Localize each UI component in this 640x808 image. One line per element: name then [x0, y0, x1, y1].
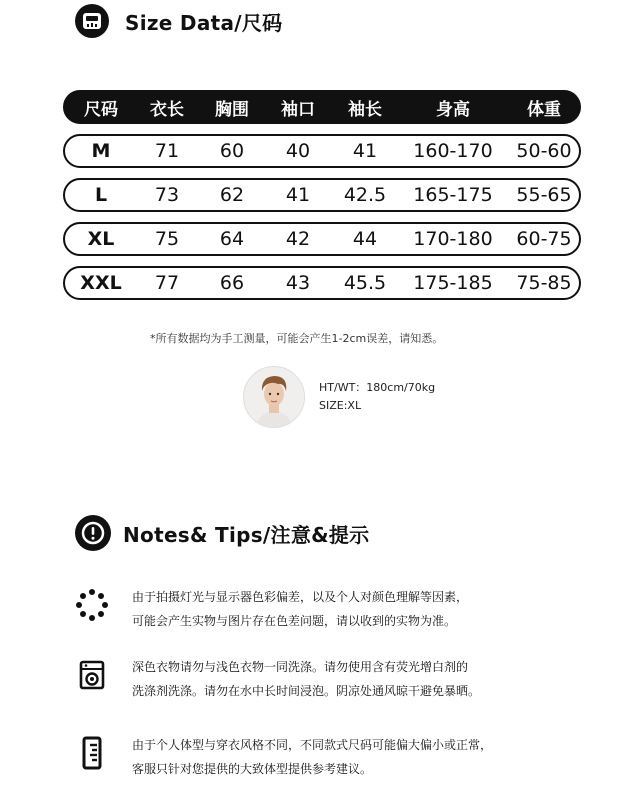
header-height: 身高	[436, 99, 470, 120]
measurement-footnote: *所有数据均为手工测量，可能会产生1-2cm误差，请知悉。	[150, 332, 444, 345]
tip-line: 由于拍摄灯光与显示器色彩偏差，以及个人对颜色理解等因素，	[132, 590, 469, 604]
tip-line: 深色衣物请勿与浅色衣物一同洗涤。请勿使用含有荧光增白剂的	[132, 660, 469, 674]
table-cell: 42.5	[343, 184, 387, 206]
table-cell: L	[94, 184, 108, 206]
table-cell: 40	[285, 140, 311, 162]
size-table	[63, 90, 581, 310]
table-cell: 60-75	[516, 228, 572, 250]
table-row	[63, 266, 581, 300]
table-cell: 41	[352, 140, 378, 162]
table-cell: XL	[87, 228, 115, 250]
header-length: 衣长	[150, 99, 184, 120]
ruler-icon	[72, 733, 112, 773]
size-section-header	[75, 4, 283, 38]
header-weight: 体重	[527, 99, 561, 120]
tip-line: 客服只针对您提供的大致体型提供参考建议。	[132, 762, 373, 776]
table-cell: 165-175	[413, 184, 493, 206]
tip-size-advice	[72, 733, 552, 781]
color-dots-icon	[72, 585, 112, 625]
tip-line: 洗涤剂洗涤。请勿在水中长时间浸泡。阴凉处通风晾干避免暴晒。	[132, 684, 481, 698]
table-row	[63, 134, 581, 168]
table-cell: 45.5	[343, 272, 387, 294]
table-row	[63, 222, 581, 256]
table-cell: 42	[285, 228, 311, 250]
table-cell: 60	[219, 140, 245, 162]
table-cell: 75-85	[516, 272, 572, 294]
size-section-title: Size Data/尺码	[125, 10, 283, 35]
header-chest: 胸围	[215, 99, 249, 120]
table-cell: 73	[154, 184, 180, 206]
table-cell: 44	[352, 228, 378, 250]
table-cell: 75	[154, 228, 180, 250]
table-cell: 71	[154, 140, 180, 162]
table-cell: 64	[219, 228, 245, 250]
table-cell: XXL	[80, 272, 122, 294]
table-cell: 170-180	[413, 228, 493, 250]
table-cell: 55-65	[516, 184, 572, 206]
tip-line: 由于个人体型与穿衣风格不同，不同款式尺码可能偏大偏小或正常，	[132, 738, 493, 752]
tip-washing	[72, 655, 552, 703]
table-cell: 77	[154, 272, 180, 294]
table-cell: 175-185	[413, 272, 493, 294]
table-cell: 41	[285, 184, 311, 206]
table-cell: 43	[285, 272, 311, 294]
table-cell: 66	[219, 272, 245, 294]
scale-icon	[75, 4, 109, 38]
avatar	[243, 366, 305, 428]
table-row	[63, 178, 581, 212]
model-height-weight: HT/WT：180cm/70kg	[319, 381, 436, 394]
header-sleeve: 袖长	[348, 99, 382, 120]
table-cell: M	[91, 140, 111, 162]
table-header	[63, 90, 581, 124]
tip-line: 可能会产生实物与图片存在色差问题，请以收到的实物为准。	[132, 614, 457, 628]
table-cell: 160-170	[413, 140, 493, 162]
table-cell: 50-60	[516, 140, 572, 162]
model-size: SIZE:XL	[319, 399, 362, 412]
table-cell: 62	[219, 184, 245, 206]
notes-section-header	[75, 515, 369, 551]
tip-color	[72, 585, 552, 633]
header-size: 尺码	[84, 99, 118, 120]
notes-section-title: Notes& Tips/注意&提示	[123, 522, 370, 547]
header-cuff: 袖口	[281, 99, 315, 120]
exclamation-icon	[75, 515, 111, 551]
model-info	[243, 366, 435, 428]
washing-machine-icon	[72, 655, 112, 695]
